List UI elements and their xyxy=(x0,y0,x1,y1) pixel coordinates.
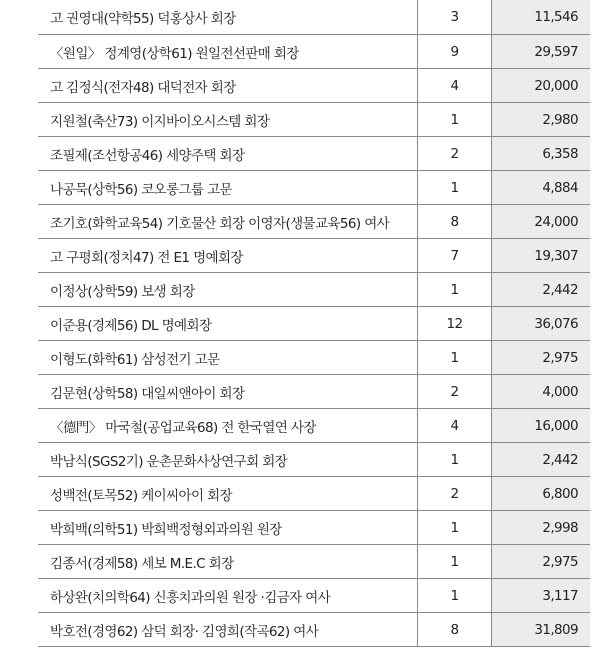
donor-name: 이정상(상학59) 보생 회장 xyxy=(50,283,195,300)
donation-count: 7 xyxy=(417,239,491,272)
donor-name: 〈원일〉 정계영(상학61) 원일전선판매 회장 xyxy=(50,45,299,62)
donation-amount: 31,809 xyxy=(491,613,590,646)
donor-name: 김종서(경제58) 세보 M.E.C 회장 xyxy=(50,555,234,572)
donation-amount: 24,000 xyxy=(491,205,590,238)
donation-amount: 2,975 xyxy=(491,545,590,578)
table-row xyxy=(38,545,590,579)
donor-name: 〈德門〉 마국철(공업교육68) 전 한국열연 사장 xyxy=(50,419,316,436)
donor-name: 고 김정식(전자48) 대덕전자 회장 xyxy=(50,79,236,96)
table-row xyxy=(38,511,590,545)
donation-amount: 4,000 xyxy=(491,375,590,408)
donor-name: 박희백(의학51) 박희백정형외과의원 원장 xyxy=(50,521,282,538)
donation-amount: 3,117 xyxy=(491,579,590,612)
donation-amount: 2,442 xyxy=(491,273,590,306)
donation-count: 1 xyxy=(417,443,491,476)
table-row xyxy=(38,307,590,341)
table-row xyxy=(38,171,590,205)
donation-amount: 2,975 xyxy=(491,341,590,374)
donation-amount: 36,076 xyxy=(491,307,590,340)
donor-name: 나공묵(상학56) 코오롱그룹 고문 xyxy=(50,181,232,198)
donor-table xyxy=(38,0,590,647)
donation-amount: 19,307 xyxy=(491,239,590,272)
donor-name: 하상완(치의학64) 신흥치과의원 원장 ·김금자 여사 xyxy=(50,589,331,606)
donation-amount: 4,884 xyxy=(491,171,590,204)
donor-name: 지원철(축산73) 이지바이오시스템 회장 xyxy=(50,113,270,130)
donation-count: 9 xyxy=(417,35,491,68)
donor-name: 박호전(경영62) 삼덕 회장· 김영희(작곡62) 여사 xyxy=(50,623,319,640)
donation-amount: 29,597 xyxy=(491,35,590,68)
donation-amount: 20,000 xyxy=(491,69,590,102)
donor-name: 고 구평회(정치47) 전 E1 명예회장 xyxy=(50,249,243,266)
table-row xyxy=(38,341,590,375)
donation-count: 1 xyxy=(417,273,491,306)
donation-count: 8 xyxy=(417,205,491,238)
donation-amount: 6,800 xyxy=(491,477,590,510)
donor-name: 조필제(조선항공46) 세양주택 회장 xyxy=(50,147,245,164)
donation-amount: 6,358 xyxy=(491,137,590,170)
donation-count: 4 xyxy=(417,409,491,442)
table-row xyxy=(38,69,590,103)
donor-name: 김문현(상학58) 대일씨앤아이 회장 xyxy=(50,385,245,402)
table-row xyxy=(38,137,590,171)
donation-amount: 2,442 xyxy=(491,443,590,476)
donation-amount: 2,980 xyxy=(491,103,590,136)
donation-count: 2 xyxy=(417,477,491,510)
donor-name: 이준용(경제56) DL 명예회장 xyxy=(50,317,212,334)
donation-count: 12 xyxy=(417,307,491,340)
table-row xyxy=(38,35,590,69)
donation-count: 1 xyxy=(417,341,491,374)
table-row xyxy=(38,613,590,647)
donation-count: 1 xyxy=(417,545,491,578)
table-row xyxy=(38,409,590,443)
table-row xyxy=(38,103,590,137)
table-row xyxy=(38,477,590,511)
donor-name: 성백전(토목52) 케이씨아이 회장 xyxy=(50,487,232,504)
donation-count: 8 xyxy=(417,613,491,646)
donation-count: 1 xyxy=(417,171,491,204)
donation-count: 2 xyxy=(417,137,491,170)
donation-count: 4 xyxy=(417,69,491,102)
donation-count: 1 xyxy=(417,579,491,612)
donation-count: 1 xyxy=(417,511,491,544)
donation-count: 2 xyxy=(417,375,491,408)
table-row xyxy=(38,375,590,409)
donation-count: 3 xyxy=(417,0,491,34)
table-row xyxy=(38,239,590,273)
donor-name: 박남식(SGS2기) 운촌문화사상연구회 회장 xyxy=(50,453,288,470)
donation-amount: 11,546 xyxy=(491,0,590,34)
table-row xyxy=(38,0,590,35)
donor-name: 고 권영대(약학55) 덕홍상사 회장 xyxy=(50,11,236,27)
donation-amount: 16,000 xyxy=(491,409,590,442)
table-row xyxy=(38,273,590,307)
table-row xyxy=(38,443,590,477)
table-row xyxy=(38,579,590,613)
donor-name: 조기호(화학교육54) 기호물산 회장 이영자(생물교육56) 여사 xyxy=(50,215,390,232)
donor-name: 이형도(화학61) 삼성전기 고문 xyxy=(50,351,220,368)
donation-count: 1 xyxy=(417,103,491,136)
table-row xyxy=(38,205,590,239)
donation-amount: 2,998 xyxy=(491,511,590,544)
